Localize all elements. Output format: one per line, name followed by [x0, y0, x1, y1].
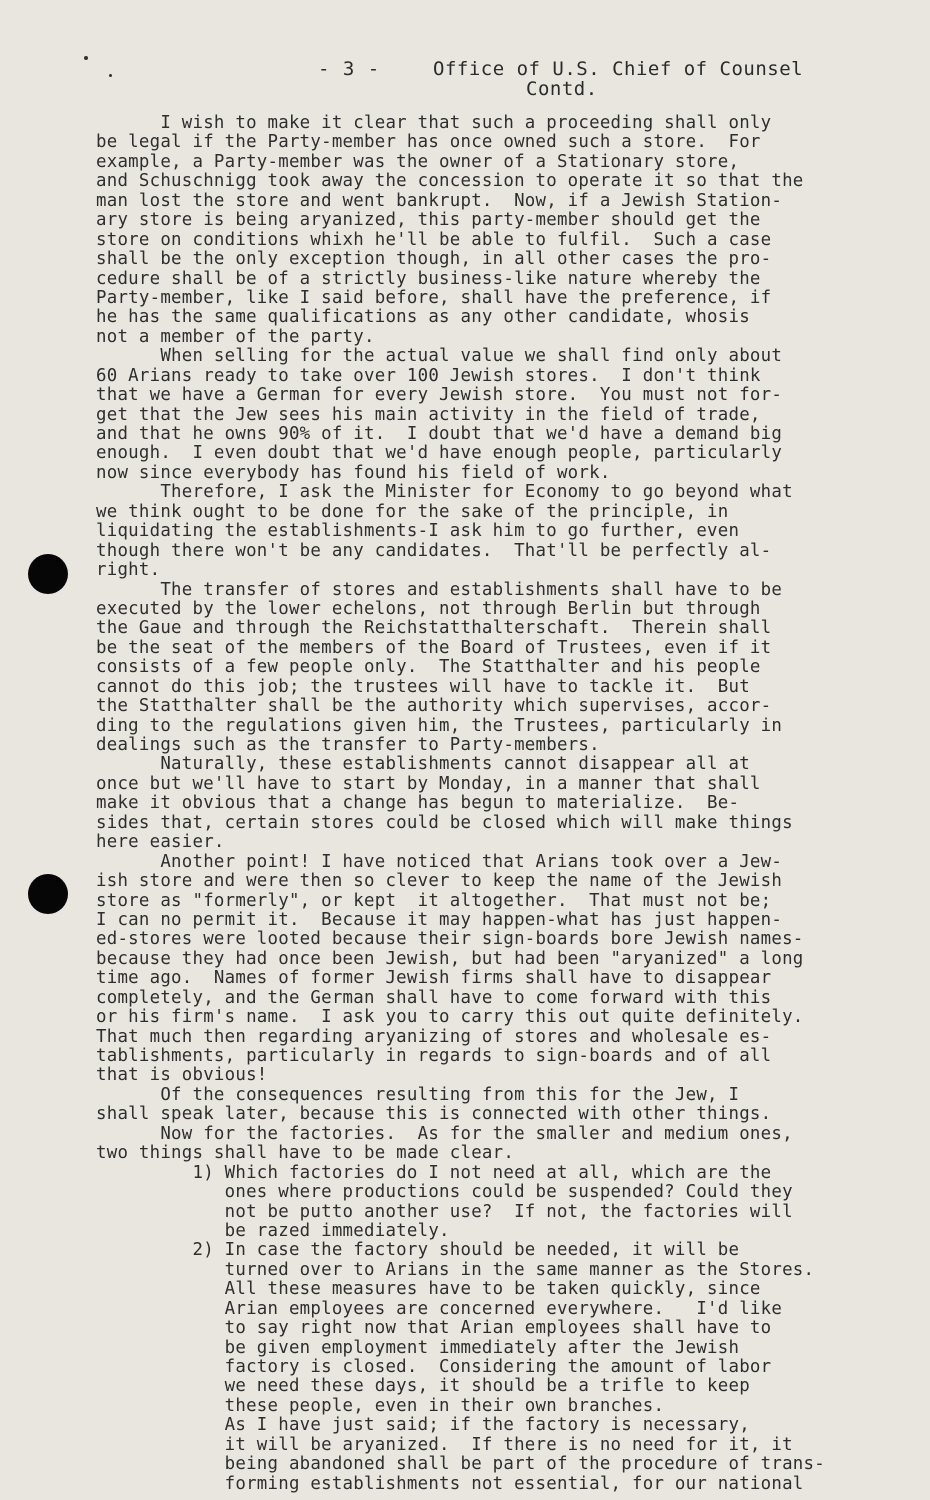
text-line: because they had once been Jewish, but had been "aryanized" a long	[96, 948, 804, 969]
text-line: ones where productions could be suspended? Could they	[96, 1182, 793, 1203]
text-line: be given employment immediately after the Jewish	[96, 1337, 740, 1358]
text-line: executed by the lower echelons, not through Berlin but through	[96, 598, 761, 619]
text-line: two things shall have to be made clear.	[96, 1143, 515, 1164]
text-line: tablishments, particularly in regards to sign-boards and of all	[96, 1046, 772, 1066]
page-number: - 3 -	[318, 58, 381, 80]
text-line: these people, even in their own branches.	[96, 1395, 665, 1416]
text-line: it will be aryanized. If there is no need for it, it	[96, 1434, 793, 1455]
text-line: 60 Arians ready to take over 100 Jewish stores. I don't think	[96, 365, 761, 386]
text-line: Arian employees are concerned everywhere. I'd like	[96, 1298, 783, 1319]
text-line: not a member of the party.	[96, 326, 375, 347]
text-line: time ago. Names of former Jewish firms shall have to disappear	[96, 968, 772, 989]
text-line: Of the consequences resulting from this for the Jew, I	[96, 1084, 740, 1105]
text-line: 1) Which factories do I not need at all, which are the	[96, 1162, 772, 1183]
text-line: being abandoned shall be part of the procedure of trans-	[96, 1454, 825, 1475]
text-line: and that he owns 90% of it. I doubt that we'd have a demand big	[96, 424, 783, 444]
text-line: or his firm's name. I ask you to carry this out quite definitely.	[96, 1007, 804, 1028]
body-text	[96, 114, 866, 1494]
text-line: When selling for the actual value we shall find only about	[96, 346, 783, 367]
text-line: enough. I even doubt that we'd have enough people, particularly	[96, 443, 783, 464]
text-line: 2) In case the factory should be needed, it will be	[96, 1240, 740, 1261]
text-line: make it obvious that a change has begun to materialize. Be-	[96, 793, 740, 814]
text-line: be legal if the Party-member has once owned such a store. For	[96, 132, 761, 153]
text-line: I can no permit it. Because it may happen-what has just happen-	[96, 909, 783, 930]
text-line: once but we'll have to start by Monday, in a manner that shall	[96, 773, 761, 794]
text-line: we think ought to be done for the sake of the principle, in	[96, 501, 729, 522]
text-line: the Statthalter shall be the authority which supervises, accor-	[96, 696, 772, 717]
text-line: that we have a German for every Jewish store. You must not for-	[96, 385, 783, 406]
text-line: example, a Party-member was the owner of a Stationary store,	[96, 151, 740, 172]
text-line: now since everybody has found his field of work.	[96, 462, 611, 483]
text-line: man lost the store and went bankrupt. Now, if a Jewish Station-	[96, 190, 783, 211]
text-line: be razed immediately.	[96, 1220, 450, 1241]
text-line: not be putto another use? If not, the factories will	[96, 1201, 793, 1222]
text-line: store as "formerly", or kept it altogether. That must not be;	[96, 890, 772, 911]
text-line: ish store and were then so clever to keep the name of the Jewish	[96, 871, 783, 892]
text-line: forming establishments not essential, for our national	[96, 1473, 804, 1494]
text-line: that is obvious!	[96, 1065, 268, 1086]
text-line: cedure shall be of a strictly business-like nature whereby the	[96, 268, 761, 289]
text-line: store on conditions whixh he'll be able to fulfil. Such a case	[96, 229, 772, 250]
text-line: ding to the regulations given him, the Trustees, particularly in	[96, 715, 783, 736]
text-line: here easier.	[96, 832, 225, 853]
text-line: Another point! I have noticed that Arians took over a Jew-	[96, 851, 783, 872]
ink-speck	[109, 74, 112, 77]
text-line: the Gaue and through the Reichstatthalterschaft. Therein shall	[96, 618, 772, 639]
text-line: consists of a few people only. The Statthalter and his people	[96, 657, 761, 678]
office-heading: Office of U.S. Chief of Counsel	[433, 58, 804, 80]
text-line: shall be the only exception though, in all other cases the pro-	[96, 249, 772, 270]
text-line: Therefore, I ask the Minister for Economy to go beyond what	[96, 482, 793, 503]
punch-hole	[28, 874, 68, 914]
text-line: All these measures have to be taken quickly, since	[96, 1279, 761, 1300]
text-line: That much then regarding aryanizing of stores and wholesale es-	[96, 1026, 772, 1047]
text-line: factory is closed. Considering the amount of labor	[96, 1357, 772, 1377]
text-line: we need these days, it should be a trifle to keep	[96, 1376, 750, 1397]
text-line: ed-stores were looted because their sign-boards bore Jewish names-	[96, 929, 804, 950]
text-line: Naturally, these establishments cannot disappear all at	[96, 754, 750, 775]
text-line: and Schuschnigg took away the concession to operate it so that the	[96, 171, 804, 192]
text-line: Now for the factories. As for the smaller and medium ones,	[96, 1123, 793, 1144]
text-line: get that the Jew sees his main activity in the field of trade,	[96, 404, 761, 425]
punch-hole	[28, 554, 68, 594]
text-line: liquidating the establishments-I ask him to go further, even	[96, 521, 740, 542]
text-line: ary store is being aryanized, this party-member should get the	[96, 210, 761, 231]
text-line: be the seat of the members of the Board of Trustees, even if it	[96, 637, 772, 658]
text-line: I wish to make it clear that such a proceeding shall only	[96, 113, 772, 133]
text-line: dealings such as the transfer to Party-members.	[96, 735, 600, 755]
text-line: turned over to Arians in the same manner as the Stores.	[96, 1259, 815, 1280]
text-line: sides that, certain stores could be closed which will make things	[96, 812, 793, 833]
text-line: cannot do this job; the trustees will have to tackle it. But	[96, 676, 750, 697]
text-line: he has the same qualifications as any other candidate, whosis	[96, 307, 750, 328]
text-line: right.	[96, 560, 161, 581]
text-line: shall speak later, because this is connected with other things.	[96, 1104, 772, 1125]
text-line: though there won't be any candidates. That'll be perfectly al-	[96, 540, 772, 561]
text-line: As I have just said; if the factory is necessary,	[96, 1415, 750, 1436]
ink-speck	[84, 56, 88, 60]
text-line: completely, and the German shall have to come forward with this	[96, 987, 772, 1008]
text-line: The transfer of stores and establishments shall have to be	[96, 579, 783, 600]
continued-label: Contd.	[526, 78, 598, 100]
text-line: Party-member, like I said before, shall have the preference, if	[96, 287, 772, 308]
text-line: to say right now that Arian employees shall have to	[96, 1318, 772, 1339]
